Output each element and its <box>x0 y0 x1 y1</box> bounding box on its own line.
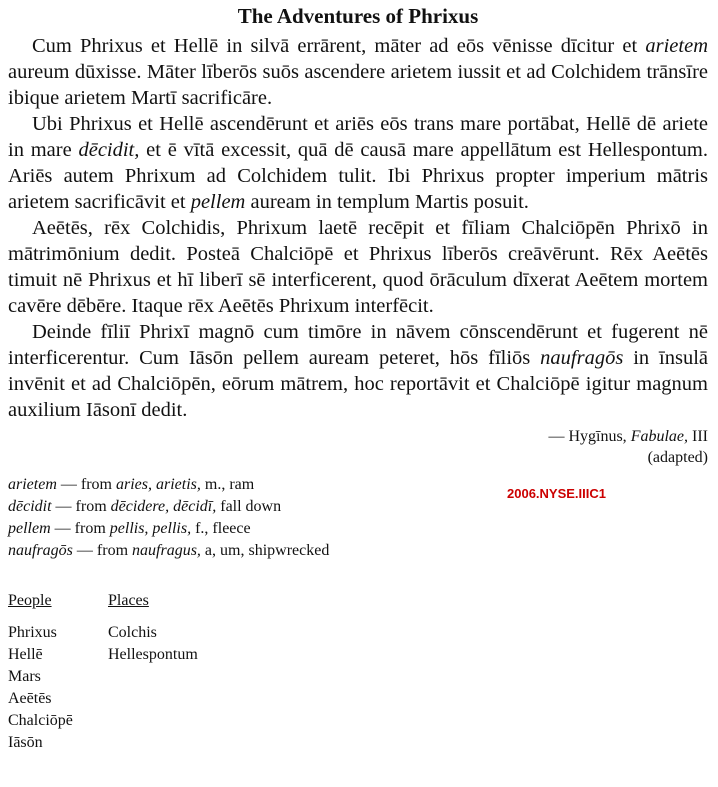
italic-text-run: pellem <box>190 191 246 213</box>
places-heading: Places <box>108 592 149 609</box>
text-run: aureum dūxisse. Māter līberōs suōs ascendere arietem iussit et ad Colchidem trānsīre ibique arietem Martī sacrificāre. <box>8 61 708 109</box>
people-item: Aeētēs <box>8 690 52 707</box>
text-run: f., fleece <box>191 520 251 537</box>
text-run: — from <box>72 542 133 559</box>
text-run: et ē vītā excessit, quā dē causā mare appellātum est Hellespontum. Ariēs autem Phrixum ad Colchidem tulit. Ibi Phrixus propter imperium mātris arietem sacrificāvit et <box>8 139 708 213</box>
text-run: — from <box>56 476 116 493</box>
italic-text-run: aries, arietis, <box>115 476 201 493</box>
paragraph-3 <box>8 215 708 319</box>
italic-text-run: arietem <box>645 35 708 57</box>
attribution-source <box>8 426 708 447</box>
italic-text-run: arietem <box>8 476 57 493</box>
glossary-entry-pellem <box>8 518 708 540</box>
text-run: Ubi Phrixus et Hellē ascendērunt et ariēs eōs trans mare portābat, Hellē dē ariete in mare <box>8 113 708 161</box>
italic-text-run: dēcidit, <box>78 139 140 161</box>
text-run: fall down <box>216 498 282 515</box>
italic-text-run: dēcidere, dēcidī, <box>110 498 217 515</box>
paragraph-2 <box>8 111 708 215</box>
paragraph-1 <box>8 33 708 111</box>
paragraph-4 <box>8 319 708 423</box>
text-run: Aeētēs, rēx Colchidis, Phrixum laetē recēpit et fīliam Chalciōpēn Phrixō in mātrimōnium dedit. Posteā Chalciōpē et Phrixus līberōs creāvērunt. Rēx Aeētēs timuit nē Phrixus et hī liberī sē interficerent, quod ōrāculum dīxerat Aeētem mortem cavēre dēbēre. Itaque rēx Aeētēs Phrixum interfēcit. <box>8 217 708 317</box>
page-title: The Adventures of Phrixus <box>237 4 479 28</box>
people-heading: People <box>8 592 52 609</box>
places-item: Colchis <box>108 624 157 641</box>
italic-text-run: naufragōs <box>540 347 624 369</box>
people-column <box>8 590 73 754</box>
latin-passage <box>8 33 708 423</box>
glossary-entry-naufragos <box>8 540 708 562</box>
italic-text-run: naufragōs <box>8 542 73 559</box>
people-item: Phrixus <box>8 624 57 641</box>
italic-text-run: pellem <box>8 520 51 537</box>
people-item: Chalciōpē <box>8 712 73 729</box>
text-run: in īnsulā invēnit et ad Chalciōpēn, eōrum mātrem, hoc reportāvit et Chalciōpē igitur magnum auxilium Iāsonī dedit. <box>8 347 708 421</box>
places-column <box>108 590 198 666</box>
text-run: — from <box>51 498 111 515</box>
glossary-section <box>8 474 708 564</box>
attribution-book: III <box>688 428 708 445</box>
italic-text-run: naufragus, <box>132 542 201 559</box>
text-run: — from <box>50 520 110 537</box>
exam-code-label: 2006.NYSE.IIIC1 <box>507 486 606 501</box>
places-item: Hellespontum <box>108 646 198 663</box>
attribution-work: Fabulae, <box>630 428 689 445</box>
italic-text-run: pellis, pellis, <box>109 520 192 537</box>
attribution <box>8 426 708 468</box>
text-run: a, um, shipwrecked <box>200 542 330 559</box>
text-run: auream in templum Martis posuit. <box>245 191 529 213</box>
italic-text-run: dēcidit <box>8 498 52 515</box>
people-item: Hellē <box>8 646 43 663</box>
attribution-note: (adapted) <box>647 449 708 466</box>
attribution-prefix: — Hygīnus, <box>548 428 631 445</box>
text-run: m., ram <box>200 476 255 493</box>
text-run: Cum Phrixus et Hellē in silvā errārent, māter ad eōs vēnisse dīcitur et <box>32 35 646 57</box>
people-item: Mars <box>8 668 41 685</box>
text-run: Deinde fīliī Phrixī magnō cum timōre in nāvem cōnscendērunt et fugerent nē interficerentur. Cum Iāsōn pellem auream peteret, hōs fīliōs <box>8 321 708 369</box>
people-item: Iāsōn <box>8 734 43 751</box>
